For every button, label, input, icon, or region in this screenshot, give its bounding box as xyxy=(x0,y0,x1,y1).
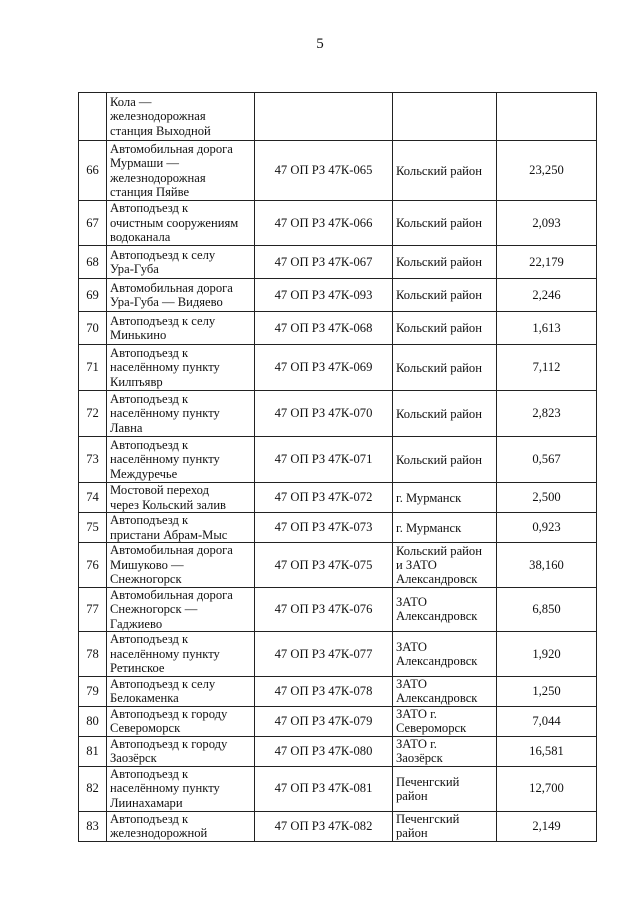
road-length-cell xyxy=(497,706,597,736)
row-number-cell xyxy=(79,543,107,588)
row-number-cell xyxy=(79,201,107,246)
row-number-text: 73 xyxy=(86,452,99,467)
district-text: ЗАТО г. Заозёрск xyxy=(396,737,443,765)
road-id-text: 47 ОП РЗ 47К-067 xyxy=(274,254,373,269)
district-text: Кольский район xyxy=(396,406,482,421)
district-text: ЗАТО Александровск xyxy=(396,677,478,705)
road-id-text: 47 ОП РЗ 47К-081 xyxy=(274,781,373,796)
road-name-cell xyxy=(107,345,255,391)
road-name-cell xyxy=(107,279,255,312)
row-number-cell xyxy=(79,632,107,677)
table-row xyxy=(79,246,597,279)
road-id-cell xyxy=(255,632,393,677)
road-name-cell xyxy=(107,632,255,677)
row-number-cell xyxy=(79,93,107,141)
road-id-text: 47 ОП РЗ 47К-080 xyxy=(274,743,373,758)
road-id-cell xyxy=(255,93,393,141)
road-length-cell xyxy=(497,312,597,345)
road-length-text: 1,250 xyxy=(532,683,561,698)
district-text: Печенгский район xyxy=(396,774,460,803)
road-length-cell xyxy=(497,736,597,766)
road-length-text: 7,112 xyxy=(532,360,561,375)
district-text: Кольский район xyxy=(396,288,482,302)
road-id-cell xyxy=(255,279,393,312)
road-length-cell xyxy=(497,543,597,588)
road-name-cell xyxy=(107,246,255,279)
table-row xyxy=(79,391,597,437)
road-name-cell xyxy=(107,811,255,841)
road-length-cell xyxy=(497,483,597,513)
road-id-text: 47 ОП РЗ 47К-066 xyxy=(274,215,373,230)
row-number-text: 81 xyxy=(86,743,99,758)
district-text: ЗАТО Александровск xyxy=(396,595,478,624)
road-length-text: 0,923 xyxy=(532,520,561,535)
row-number-cell xyxy=(79,706,107,736)
road-name-text: Автоподъезд к селу Белокаменка xyxy=(110,676,216,705)
table-row xyxy=(79,201,597,246)
table-row xyxy=(79,543,597,588)
row-number-cell xyxy=(79,345,107,391)
row-number-cell xyxy=(79,279,107,312)
row-number-cell xyxy=(79,141,107,201)
road-length-cell xyxy=(497,587,597,632)
road-id-cell xyxy=(255,437,393,483)
road-name-text: Автоподъезд к очистным сооружениям водоканала xyxy=(110,201,239,245)
road-id-cell xyxy=(255,676,393,706)
road-id-text: 47 ОП РЗ 47К-079 xyxy=(274,713,373,728)
road-length-cell xyxy=(497,279,597,312)
road-name-text: Автомобильная дорога Мурмаши — железнодорожная станция Пяйве xyxy=(110,141,233,199)
road-length-text: 1,613 xyxy=(532,320,561,335)
district-text: ЗАТО Александровск xyxy=(396,639,478,668)
row-number-text: 76 xyxy=(86,557,99,572)
road-name-cell xyxy=(107,543,255,588)
road-name-text: Автоподъезд к населённому пункту Килпъявр xyxy=(110,345,220,389)
road-id-cell xyxy=(255,141,393,201)
road-id-cell xyxy=(255,246,393,279)
road-id-text: 47 ОП РЗ 47К-073 xyxy=(274,520,373,535)
district-cell xyxy=(393,201,497,246)
district-cell xyxy=(393,246,497,279)
row-number-text: 80 xyxy=(86,713,99,728)
road-length-text: 12,700 xyxy=(529,781,564,796)
road-name-text: Автоподъезд к селу Ура-Губа xyxy=(110,247,216,276)
table-row xyxy=(79,811,597,841)
road-id-cell xyxy=(255,391,393,437)
table-row xyxy=(79,632,597,677)
table-row xyxy=(79,736,597,766)
roads-table-body xyxy=(79,93,597,842)
road-name-cell xyxy=(107,513,255,543)
road-id-text: 47 ОП РЗ 47К-070 xyxy=(274,406,373,421)
district-cell xyxy=(393,312,497,345)
road-name-text: Кола — железнодорожная станция Выходной xyxy=(110,94,211,138)
road-name-text: Автоподъезд к железнодорожной xyxy=(110,811,208,840)
row-number-text: 71 xyxy=(86,360,99,375)
road-id-cell xyxy=(255,201,393,246)
district-cell xyxy=(393,391,497,437)
road-id-text: 47 ОП РЗ 47К-071 xyxy=(274,452,373,467)
road-id-cell xyxy=(255,345,393,391)
district-text: Кольский район и ЗАТО Александровск xyxy=(396,543,482,586)
district-cell xyxy=(393,513,497,543)
row-number-text: 77 xyxy=(86,602,99,616)
road-length-cell xyxy=(497,513,597,543)
road-length-text: 22,179 xyxy=(529,254,564,269)
row-number-cell xyxy=(79,766,107,811)
road-length-cell xyxy=(497,246,597,279)
row-number-cell xyxy=(79,587,107,632)
row-number-cell xyxy=(79,676,107,706)
district-cell xyxy=(393,345,497,391)
road-length-cell xyxy=(497,93,597,141)
row-number-text: 79 xyxy=(86,683,99,698)
road-length-text: 2,246 xyxy=(532,287,561,302)
district-cell xyxy=(393,632,497,677)
road-name-cell xyxy=(107,391,255,437)
road-length-text: 7,044 xyxy=(532,713,561,728)
table-row xyxy=(79,483,597,513)
road-id-text: 47 ОП РЗ 47К-075 xyxy=(274,557,373,572)
district-text: Кольский район xyxy=(396,163,482,178)
roads-table xyxy=(78,92,597,842)
road-name-text: Автомобильная дорога Снежногорск — Гаджиево xyxy=(110,587,233,631)
road-id-cell xyxy=(255,766,393,811)
row-number-text: 70 xyxy=(86,320,99,335)
road-length-text: 2,823 xyxy=(532,406,561,421)
row-number-text: 68 xyxy=(86,254,99,269)
road-name-text: Автомобильная дорога Мишуково — Снежногорск xyxy=(110,543,233,586)
road-id-text: 47 ОП РЗ 47К-068 xyxy=(274,320,373,335)
district-cell xyxy=(393,279,497,312)
road-length-cell xyxy=(497,437,597,483)
row-number-text: 72 xyxy=(86,406,99,421)
road-name-text: Автоподъезд к городу Заозёрск xyxy=(110,736,228,765)
district-text: Кольский район xyxy=(396,321,482,335)
road-length-cell xyxy=(497,201,597,246)
district-cell xyxy=(393,706,497,736)
table-row xyxy=(79,345,597,391)
road-name-text: Автоподъезд к населённому пункту Лиинахамари xyxy=(110,766,220,810)
road-id-cell xyxy=(255,513,393,543)
road-name-text: Автоподъезд к городу Североморск xyxy=(110,706,228,735)
row-number-text: 78 xyxy=(86,646,99,661)
road-length-text: 2,093 xyxy=(532,215,561,230)
road-id-text: 47 ОП РЗ 47К-076 xyxy=(274,602,373,616)
district-cell xyxy=(393,766,497,811)
road-name-text: Автоподъезд к населённому пункту Ретинское xyxy=(110,632,220,675)
road-length-text: 6,850 xyxy=(532,602,561,616)
row-number-text: 83 xyxy=(86,818,99,833)
row-number-text: 69 xyxy=(86,287,99,302)
road-name-text: Мостовой переход через Кольский залив xyxy=(110,483,226,512)
district-text: Кольский район xyxy=(396,216,482,230)
road-length-cell xyxy=(497,632,597,677)
road-name-cell xyxy=(107,706,255,736)
road-name-text: Автомобильная дорога Ура-Губа — Видяево xyxy=(110,280,233,309)
district-cell xyxy=(393,676,497,706)
road-id-text: 47 ОП РЗ 47К-065 xyxy=(274,163,373,178)
district-text: Кольский район xyxy=(396,360,482,375)
district-text: Кольский район xyxy=(396,452,482,467)
road-id-cell xyxy=(255,706,393,736)
road-name-cell xyxy=(107,587,255,632)
table-row xyxy=(79,141,597,201)
road-id-text: 47 ОП РЗ 47К-078 xyxy=(274,683,373,698)
district-text: г. Мурманск xyxy=(396,490,462,505)
table-row xyxy=(79,279,597,312)
road-name-text: Автоподъезд к пристани Абрам-Мыс xyxy=(110,513,228,542)
district-text: ЗАТО г. Североморск xyxy=(396,707,467,735)
road-name-cell xyxy=(107,736,255,766)
road-name-cell xyxy=(107,201,255,246)
road-length-cell xyxy=(497,766,597,811)
district-cell xyxy=(393,437,497,483)
district-cell xyxy=(393,736,497,766)
road-id-cell xyxy=(255,736,393,766)
table-row xyxy=(79,513,597,543)
road-id-cell xyxy=(255,587,393,632)
district-cell xyxy=(393,811,497,841)
row-number-cell xyxy=(79,312,107,345)
row-number-text: 66 xyxy=(86,163,99,178)
district-cell xyxy=(393,141,497,201)
road-length-text: 23,250 xyxy=(529,163,564,178)
road-length-cell xyxy=(497,676,597,706)
road-id-text: 47 ОП РЗ 47К-082 xyxy=(274,818,373,833)
road-length-cell xyxy=(497,141,597,201)
road-length-text: 0,567 xyxy=(532,452,561,467)
row-number-cell xyxy=(79,437,107,483)
district-cell xyxy=(393,543,497,588)
road-length-text: 16,581 xyxy=(529,743,564,758)
district-cell xyxy=(393,587,497,632)
table-row xyxy=(79,706,597,736)
row-number-cell xyxy=(79,736,107,766)
road-length-cell xyxy=(497,345,597,391)
road-name-text: Автоподъезд к селу Минькино xyxy=(110,313,216,342)
row-number-cell xyxy=(79,513,107,543)
road-length-cell xyxy=(497,811,597,841)
table-row xyxy=(79,587,597,632)
row-number-cell xyxy=(79,391,107,437)
table-row xyxy=(79,766,597,811)
road-name-text: Автоподъезд к населённому пункту Лавна xyxy=(110,391,220,435)
district-text: г. Мурманск xyxy=(396,520,462,535)
road-id-text: 47 ОП РЗ 47К-069 xyxy=(274,360,373,375)
road-length-cell xyxy=(497,391,597,437)
road-name-cell xyxy=(107,766,255,811)
row-number-cell xyxy=(79,246,107,279)
road-id-text: 47 ОП РЗ 47К-077 xyxy=(274,646,373,661)
row-number-text: 74 xyxy=(86,490,99,505)
district-cell xyxy=(393,483,497,513)
district-text: Печенгский район xyxy=(396,812,460,840)
district-cell xyxy=(393,93,497,141)
row-number-cell xyxy=(79,811,107,841)
page-number: 5 xyxy=(316,36,324,52)
road-id-cell xyxy=(255,483,393,513)
road-id-text: 47 ОП РЗ 47К-093 xyxy=(274,287,373,302)
row-number-text: 82 xyxy=(86,781,99,796)
table-row xyxy=(79,676,597,706)
table-row xyxy=(79,312,597,345)
road-name-cell xyxy=(107,676,255,706)
road-name-cell xyxy=(107,141,255,201)
road-id-cell xyxy=(255,811,393,841)
row-number-text: 75 xyxy=(86,520,99,535)
road-name-cell xyxy=(107,312,255,345)
road-id-cell xyxy=(255,543,393,588)
road-length-text: 2,149 xyxy=(532,818,561,833)
road-id-cell xyxy=(255,312,393,345)
table-row xyxy=(79,437,597,483)
road-name-cell xyxy=(107,483,255,513)
table-row xyxy=(79,93,597,141)
district-text: Кольский район xyxy=(396,255,482,269)
road-id-text: 47 ОП РЗ 47К-072 xyxy=(274,490,373,505)
road-name-text: Автоподъезд к населённому пункту Междуречье xyxy=(110,437,220,481)
row-number-cell xyxy=(79,483,107,513)
road-name-cell xyxy=(107,93,255,141)
road-length-text: 38,160 xyxy=(529,557,564,572)
road-name-cell xyxy=(107,437,255,483)
road-length-text: 1,920 xyxy=(532,646,561,661)
road-length-text: 2,500 xyxy=(532,490,561,505)
row-number-text: 67 xyxy=(86,215,99,230)
